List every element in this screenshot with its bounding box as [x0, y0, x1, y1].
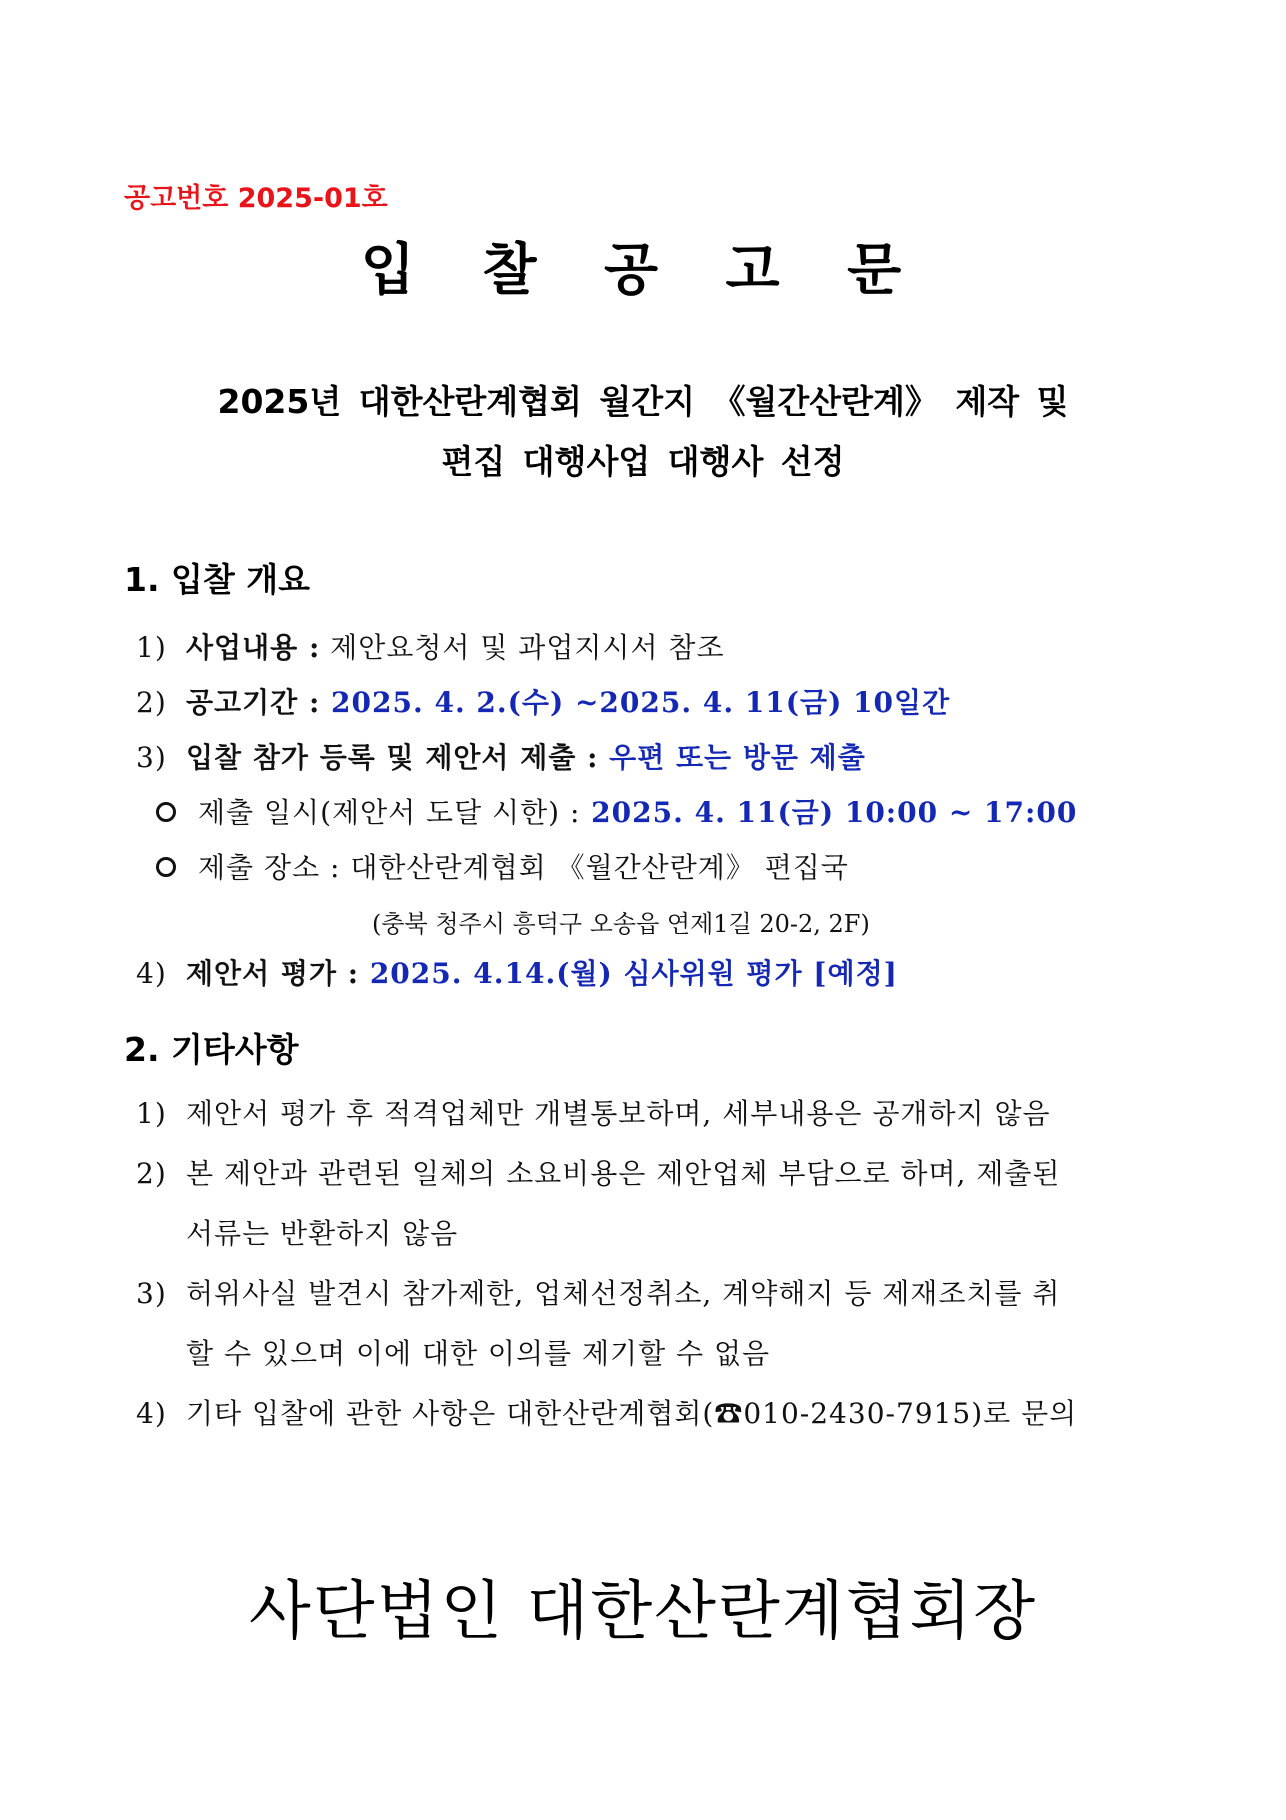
circle-bullet-icon — [156, 802, 176, 822]
misc-item-2-continued: 서류는 반환하지 않음 — [186, 1217, 459, 1250]
overview-item-1 — [136, 626, 725, 666]
item-value: 대한산란계협회 《월간산란계》 편집국 — [340, 851, 849, 884]
item-value: 2025. 4. 11(금) 10:00 ~ 17:00 — [580, 796, 1078, 829]
misc-item-3-continued: 할 수 있으며 이에 대한 이의를 제기할 수 없음 — [186, 1337, 771, 1370]
item-number: 4) — [136, 1397, 167, 1430]
overview-item-4 — [136, 952, 898, 992]
subtitle-line-1: 2025년 대한산란계협회 월간지 《월간산란계》 제작 및 — [217, 382, 1069, 421]
circle-bullet-icon — [156, 857, 176, 877]
subtitle-line-2: 편집 대행사업 대행사 선정 — [441, 442, 845, 481]
item-text: 허위사실 발견시 참가제한, 업체선정취소, 계약해지 등 제재조치를 취 — [186, 1277, 1061, 1310]
item-label: 사업내용 : — [186, 631, 321, 664]
submission-address: (충북 청주시 흥덕구 오송읍 연제1길 20-2, 2F) — [372, 910, 870, 938]
misc-item-2 — [136, 1152, 1060, 1192]
item-number: 4) — [136, 957, 167, 990]
misc-item-3 — [136, 1272, 1060, 1312]
misc-item-1 — [136, 1092, 1051, 1132]
item-number: 2) — [136, 686, 167, 719]
item-text: 제안서 평가 후 적격업체만 개별통보하며, 세부내용은 공개하지 않음 — [186, 1097, 1051, 1130]
item-value: 우편 또는 방문 제출 — [598, 741, 866, 774]
item-value: 2025. 4.14.(월) 심사위원 평가 [예정] — [359, 957, 898, 990]
item-value: 2025. 4. 2.(수) ~2025. 4. 11(금) 10일간 — [320, 686, 951, 719]
item-text: 본 제안과 관련된 일체의 소요비용은 제안업체 부담으로 하며, 제출된 — [186, 1157, 1061, 1190]
section-1-heading: 1. 입찰 개요 — [124, 560, 310, 599]
item-number: 1) — [136, 1097, 167, 1130]
item-label: 제출 장소 : — [198, 851, 341, 884]
submission-time — [156, 791, 1077, 831]
item-number: 2) — [136, 1157, 167, 1190]
item-number: 3) — [136, 1277, 167, 1310]
item-label: 제출 일시(제안서 도달 시한) : — [198, 796, 581, 829]
section-2-heading: 2. 기타사항 — [124, 1030, 299, 1069]
item-text: 기타 입찰에 관한 사항은 대한산란계협회(☎010-2430-7915)로 문의 — [186, 1397, 1078, 1430]
misc-item-4 — [136, 1392, 1077, 1432]
item-value: 제안요청서 및 과업지시서 참조 — [320, 631, 725, 664]
item-label: 공고기간 : — [186, 686, 321, 719]
item-label: 입찰 참가 등록 및 제안서 제출 : — [186, 741, 599, 774]
overview-item-2 — [136, 681, 950, 721]
page-title: 입 찰 공 고 문 — [360, 238, 926, 303]
overview-item-3 — [136, 736, 866, 776]
item-number: 3) — [136, 741, 167, 774]
item-number: 1) — [136, 631, 167, 664]
item-label: 제안서 평가 : — [186, 957, 360, 990]
submission-place — [156, 846, 849, 886]
signature: 사단법인 대한산란계협회장 — [248, 1575, 1038, 1649]
notice-number: 공고번호 2025-01호 — [124, 183, 388, 214]
